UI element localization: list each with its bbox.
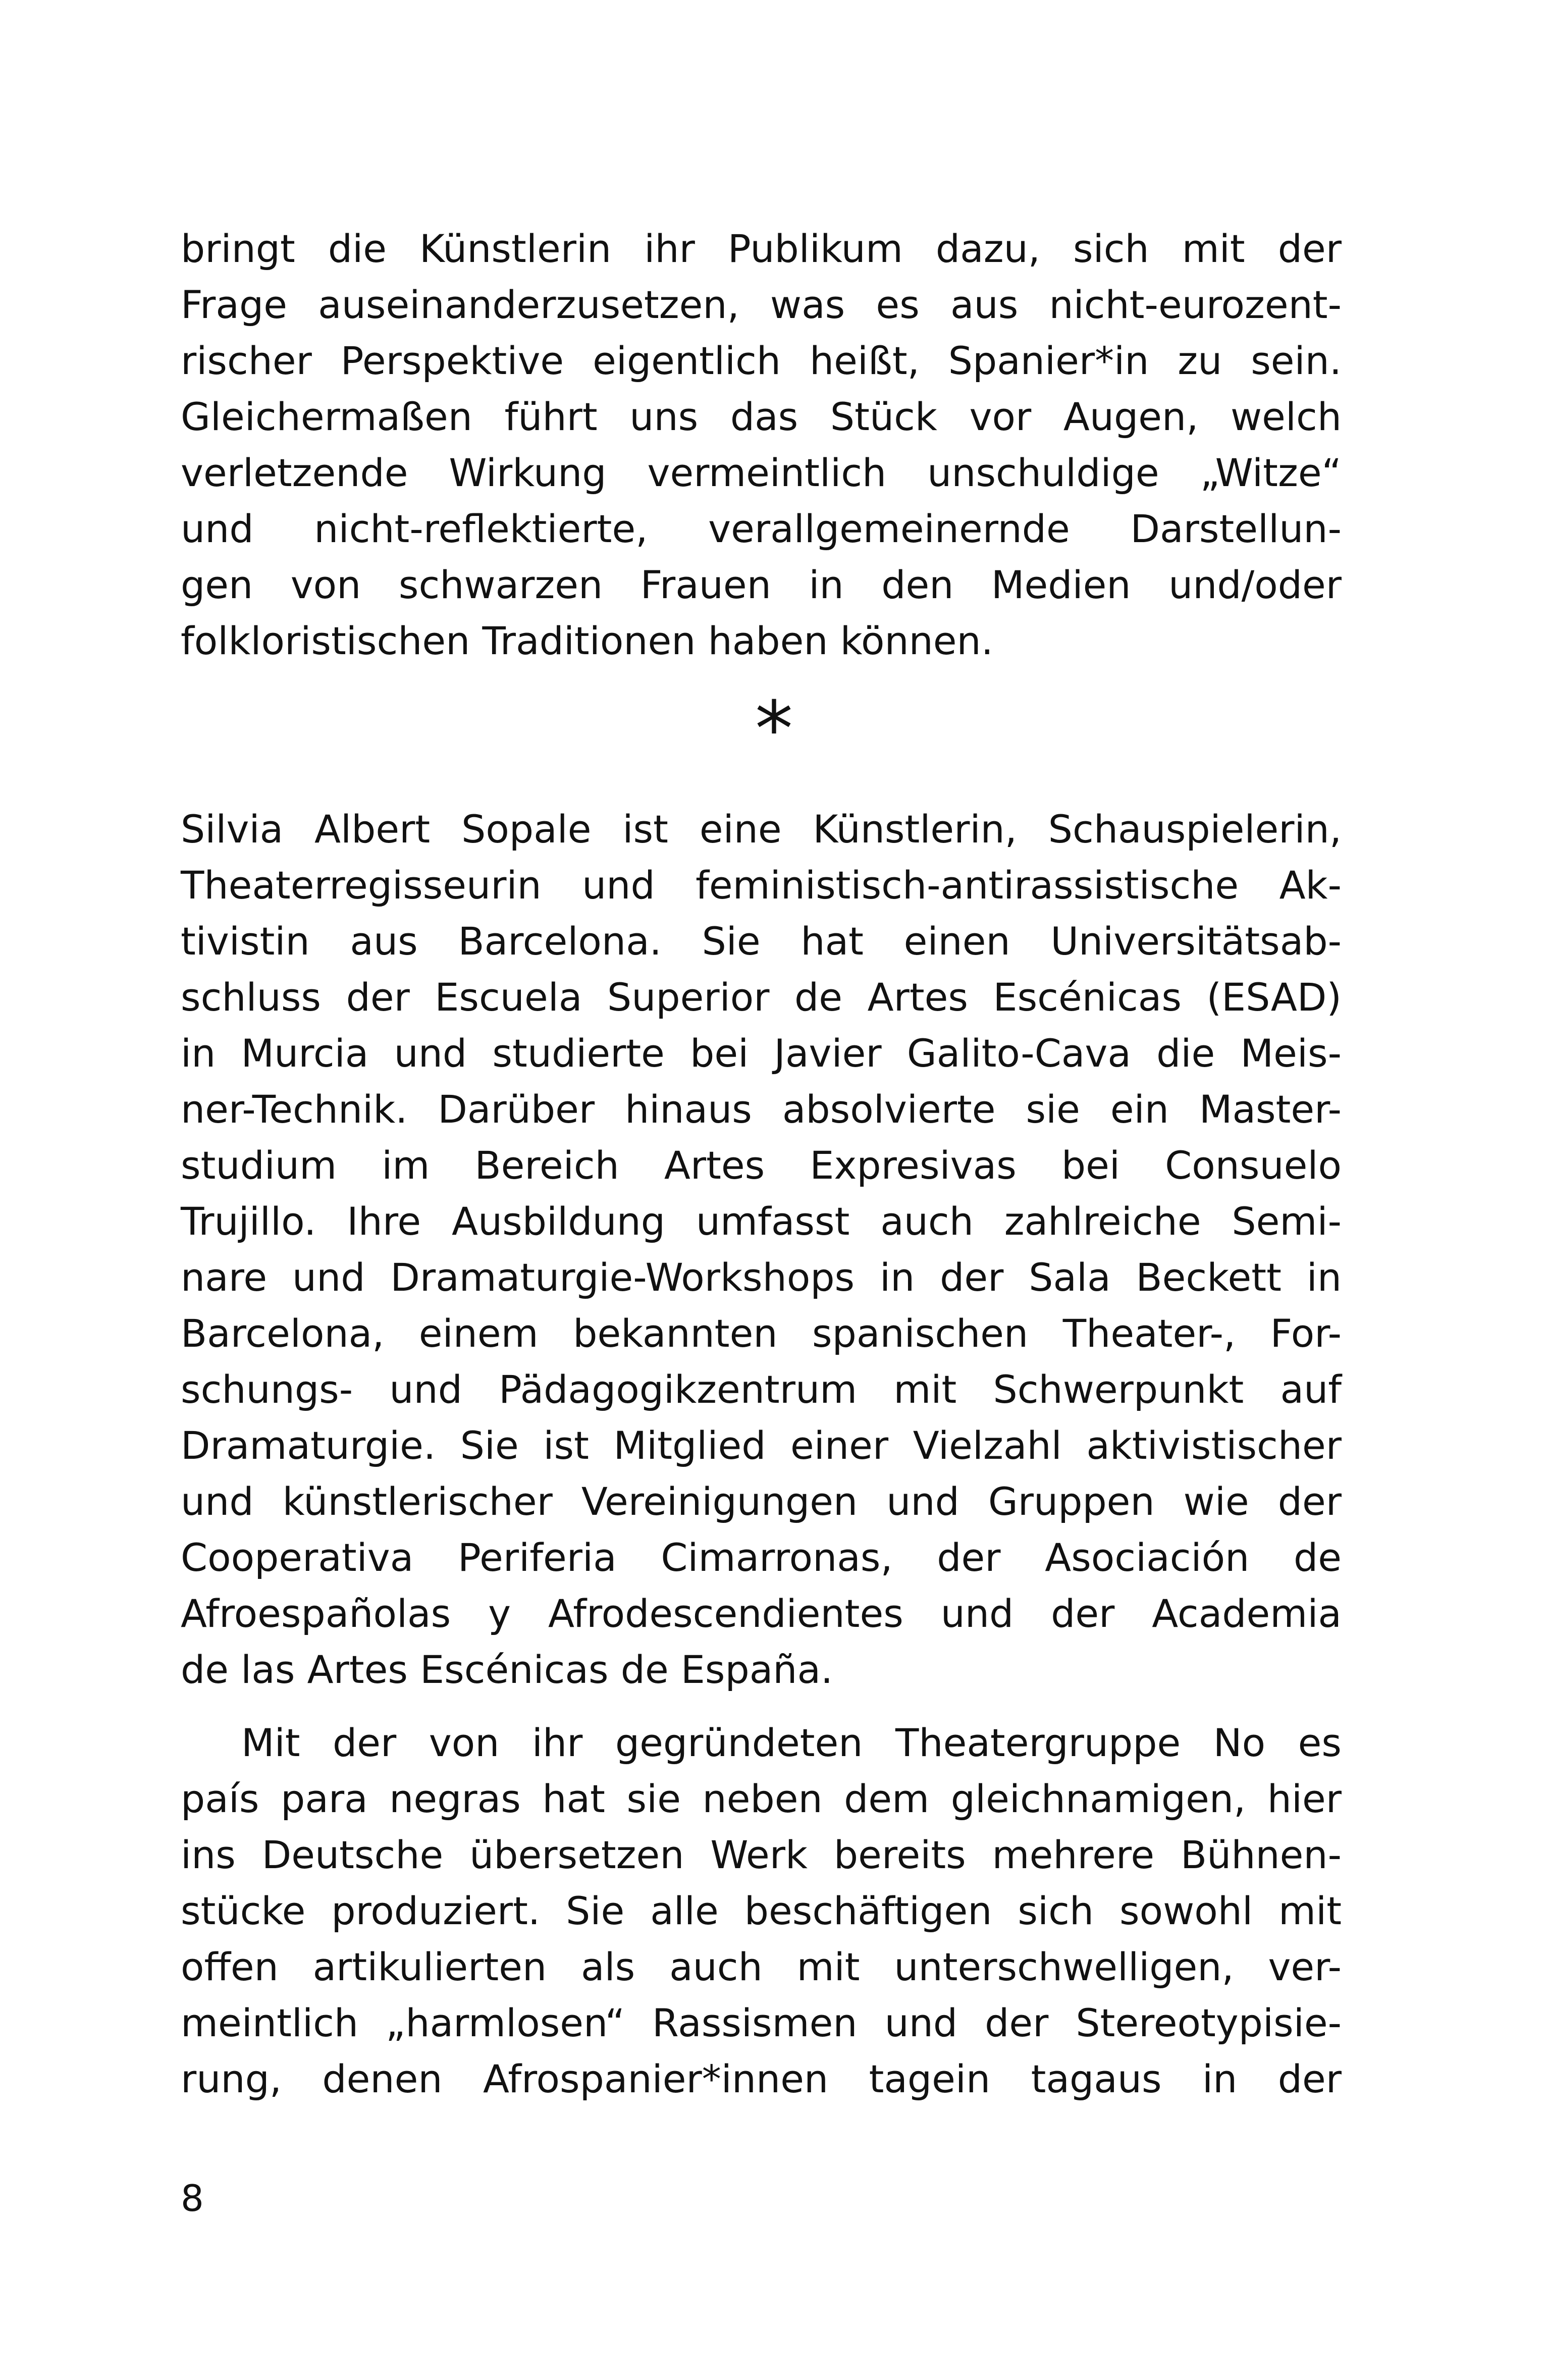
- paragraph-3: [181, 1715, 1342, 2107]
- text-line: offen artikulierten als auch mit unterschwelligen, ver-: [181, 1944, 1342, 1989]
- text-line: ner-Technik. Darüber hinaus absolvierte sie ein Master-: [181, 1087, 1342, 1132]
- text-line: und nicht-reflektierte, verallgemeinernde Darstellun-: [181, 506, 1342, 551]
- text-line: meintlich „harmlosen“ Rassismen und der Stereotypisie-: [181, 2000, 1342, 2045]
- text-line: Gleichermaßen führt uns das Stück vor Augen, welch: [181, 394, 1342, 439]
- paragraph-1: [181, 221, 1342, 669]
- text-line: Afroespañolas y Afrodescendientes und der Academia: [181, 1591, 1342, 1636]
- text-line: in Murcia und studierte bei Javier Galito-Cava die Meis-: [181, 1031, 1342, 1076]
- text-line: nare und Dramaturgie-Workshops in der Sala Beckett in: [181, 1255, 1342, 1300]
- text-line: studium im Bereich Artes Expresivas bei Consuelo: [181, 1143, 1342, 1188]
- text-line: rischer Perspektive eigentlich heißt, Spanier*in zu sein.: [181, 338, 1342, 383]
- text-line: Cooperativa Periferia Cimarronas, der Asociación de: [181, 1535, 1342, 1580]
- section-separator-asterisk: *: [755, 685, 793, 773]
- text-line: und künstlerischer Vereinigungen und Gruppen wie der: [181, 1479, 1342, 1524]
- text-line: ins Deutsche übersetzen Werk bereits mehrere Bühnen-: [181, 1832, 1342, 1877]
- text-line: tivistin aus Barcelona. Sie hat einen Universitätsab-: [181, 919, 1342, 964]
- text-line: rung, denen Afrospanier*innen tagein tagaus in der: [181, 2056, 1342, 2101]
- text-line: schungs- und Pädagogikzentrum mit Schwerpunkt auf: [181, 1367, 1342, 1412]
- text-line: verletzende Wirkung vermeintlich unschuldige „Witze“: [181, 450, 1342, 495]
- text-line: Mit der von ihr gegründeten Theatergruppe No es: [241, 1720, 1342, 1765]
- text-line: Silvia Albert Sopale ist eine Künstlerin, Schauspielerin,: [181, 807, 1342, 852]
- text-line: schluss der Escuela Superior de Artes Escénicas (ESAD): [181, 975, 1342, 1020]
- text-line: stücke produziert. Sie alle beschäftigen sich sowohl mit: [181, 1888, 1342, 1933]
- text-line: país para negras hat sie neben dem gleichnamigen, hier: [181, 1776, 1342, 1821]
- text-line: Dramaturgie. Sie ist Mitglied einer Vielzahl aktivistischer: [181, 1423, 1342, 1468]
- text-line: Trujillo. Ihre Ausbildung umfasst auch zahlreiche Semi-: [181, 1199, 1342, 1244]
- text-line: bringt die Künstlerin ihr Publikum dazu, sich mit der: [181, 226, 1342, 271]
- text-line: Theaterregisseurin und feministisch-antirassistische Ak-: [181, 863, 1342, 908]
- page-number: 8: [181, 2177, 204, 2219]
- text-line: Barcelona, einem bekannten spanischen Theater-, For-: [181, 1311, 1342, 1356]
- text-line: de las Artes Escénicas de España.: [181, 1647, 833, 1692]
- text-line: folkloristischen Traditionen haben können.: [181, 618, 993, 663]
- text-line: Frage auseinanderzusetzen, was es aus nicht-eurozent-: [181, 282, 1342, 327]
- text-line: gen von schwarzen Frauen in den Medien und/oder: [181, 562, 1342, 607]
- paragraph-2: [181, 801, 1342, 1698]
